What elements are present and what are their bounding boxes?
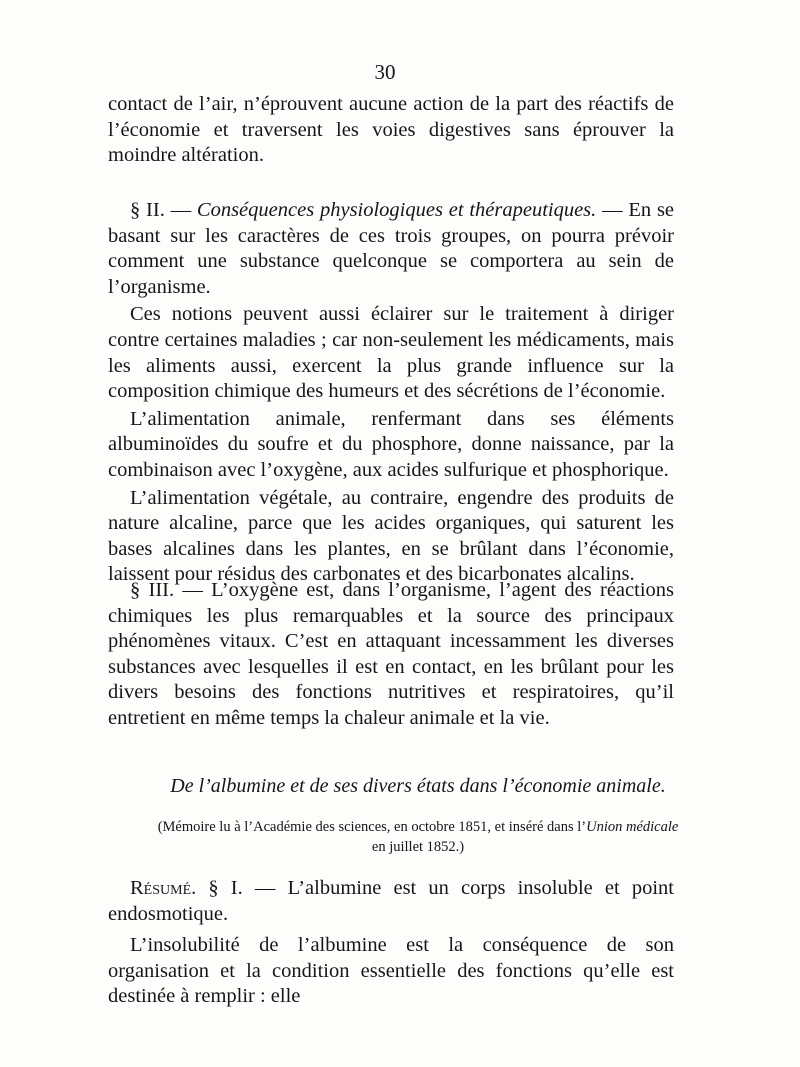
memoir-note xyxy=(108,817,728,857)
section-two-label: § II. — xyxy=(130,199,192,221)
resume-section xyxy=(108,876,674,1010)
section-two xyxy=(108,198,674,588)
paragraph-continuation: contact de l’air, n’éprouvent aucune action de la part des réactifs de l’économie et traversent les voies digestives sans éprouver la moindre altération. xyxy=(108,93,674,167)
resume-text: § I. — L’albumine est un corps insoluble et point endosmotique. xyxy=(108,877,674,925)
memoir-note-line-2: en juillet 1852.) xyxy=(371,839,465,855)
memoir-note-journal: Union médicale xyxy=(586,819,679,835)
resume-first-paragraph xyxy=(108,876,674,927)
resume-paragraph-2: L’insolubilité de l’albumine est la conséquence de son organisation et la condition essentielle des fonctions qu’elle est destinée à remplir : elle xyxy=(108,934,674,1008)
opening-paragraph xyxy=(108,92,674,169)
section-two-text: — En se basant sur les caractères de ces trois groupes, on pourra prévoir comment une substance quelconque se comportera au sein de l’organisme. xyxy=(108,199,675,298)
section-two-paragraph-2: Ces notions peuvent aussi éclairer sur le traitement à diriger contre certaines maladies ; car non-seulement les médicaments, mais les aliments aussi, exercent la plus grande influence sur la composition chimique des humeurs et des sécrétions de l’économie. xyxy=(108,303,674,403)
memoir-note-line-1 xyxy=(108,817,728,837)
section-two-paragraph-4: L’alimentation végétale, au contraire, engendre des produits de nature alcaline, parce que les acides organiques, qui saturent les bases alcalines dans les plantes, en se brûlant dans l’économie, laissent pour résidus des carbonates et des bicarbonates alcalins. xyxy=(108,486,674,586)
section-two-heading: Conséquences physiologiques et thérapeutiques. xyxy=(196,199,597,221)
memoir-note-text: (Mémoire lu à l’Académie des sciences, en octobre 1851, et inséré dans l’ xyxy=(157,819,587,835)
memoir-title: De l’albumine et de ses divers états dans l’économie animale. xyxy=(170,775,666,797)
resume-label: Résumé. xyxy=(130,877,197,899)
section-two-paragraph-3: L’alimentation animale, renfermant dans ses éléments albuminoïdes du soufre et du phosphore, donne naissance, par la combinaison avec l’oxygène, aux acides sulfurique et phosphorique. xyxy=(108,407,674,481)
page-number: 30 xyxy=(374,60,396,84)
section-three-paragraph: § III. — L’oxygène est, dans l’organisme, l’agent des réactions chimiques les plus remarquables et la source des principaux phénomènes vitaux. C’est en attaquant incessamment les diverses substances avec lesquelles il est en contact, en les brûlant pour les divers besoins des fonctions nutritives et respiratoires, qu’il entretient en même temps la chaleur animale et la vie. xyxy=(108,579,674,729)
section-three xyxy=(108,578,674,732)
section-two-first-paragraph xyxy=(108,198,674,300)
